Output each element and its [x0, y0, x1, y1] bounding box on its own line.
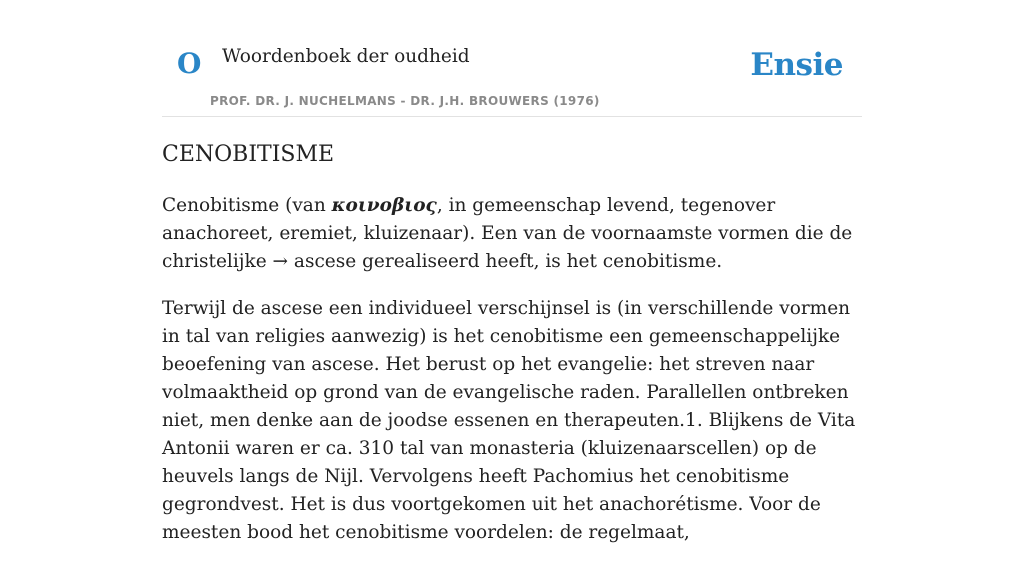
book-authors: PROF. DR. J. NUCHELMANS - DR. J.H. BROUWERS (1976) — [210, 94, 600, 108]
paragraph-text: , in gemeenschap levend, tegenover anachoreet, eremiet, kluizenaar). Een van de voornaamste vormen die de christelijke — [162, 195, 853, 272]
cross-reference-arrow-icon[interactable]: → — [272, 251, 289, 272]
ensie-logo[interactable]: Ensie — [750, 47, 843, 83]
greek-term: κοινοβιος — [331, 195, 437, 216]
entry-paragraph-1 — [162, 192, 862, 276]
book-header — [162, 0, 862, 117]
letter-index-link[interactable]: O — [177, 47, 202, 80]
entry-paragraph-2: Terwijl de ascese een individueel verschijnsel is (in verschillende vormen in tal van religies aanwezig) is het cenobitisme een gemeenschappelijke beoefening van ascese. Het berust op het evangelie: het streven naar volmaaktheid op grond van de evangelische raden. Parallellen ontbreken niet, men denke aan de joodse essenen en therapeuten.1. Blijkens de Vita Antonii waren er ca. 310 tal van monasteria (kluizenaarscellen) op de heuvels langs de Nijl. Vervolgens heeft Pachomius het cenobitisme gegrondvest. Het is dus voortgekomen uit het anachorétisme. Voor de meesten bood het cenobitisme voordelen: de regelmaat, — [162, 298, 856, 543]
entry-body — [162, 192, 862, 566]
entry-headword: CENOBITISME — [162, 142, 335, 167]
paragraph-text: Cenobitisme (van — [162, 195, 332, 216]
book-title[interactable]: Woordenboek der oudheid — [222, 46, 470, 67]
paragraph-text: ascese gerealiseerd heeft, is het cenobitisme. — [288, 251, 723, 272]
